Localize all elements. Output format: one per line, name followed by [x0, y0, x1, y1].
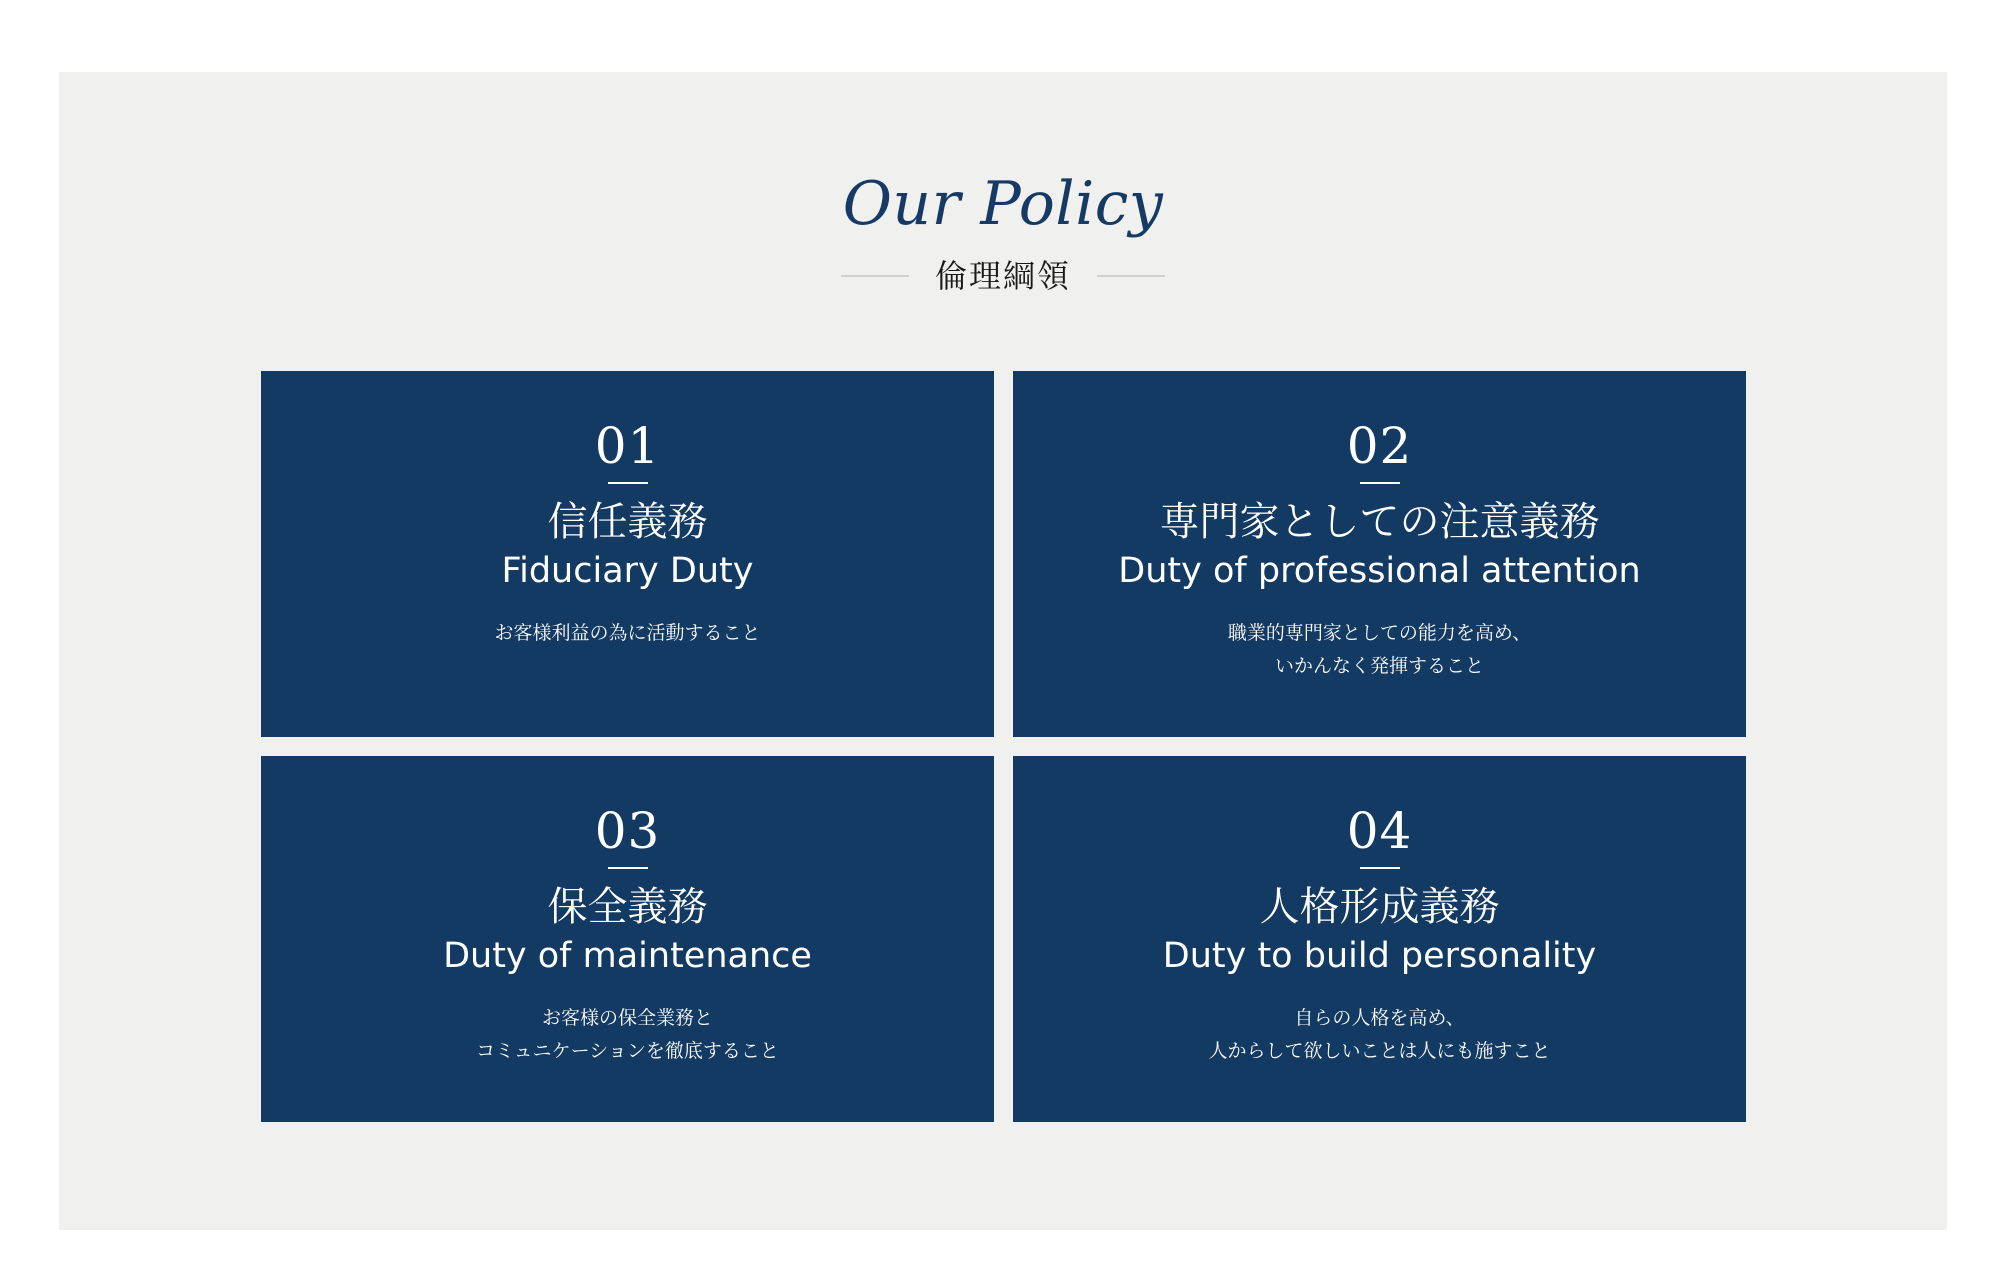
policy-number: 02	[1346, 417, 1413, 475]
policy-title-en: Duty of maintenance	[443, 936, 812, 976]
policy-description	[1013, 1002, 1746, 1068]
description-line: 人からして欲しいことは人にも施すこと	[1208, 1040, 1551, 1062]
policy-title-jp: 信任義務	[547, 499, 708, 545]
policy-card-03	[261, 756, 994, 1122]
section-title: Our Policy	[842, 169, 1164, 239]
description-line: コミュニケーションを徹底すること	[476, 1040, 779, 1062]
subtitle-left-rule	[841, 275, 909, 277]
number-underline	[1360, 482, 1400, 484]
policy-description	[261, 617, 994, 650]
policy-title-en: Duty to build personality	[1162, 936, 1597, 976]
policy-description	[261, 1002, 994, 1068]
description-line: 自らの人格を高め、	[1294, 1007, 1465, 1029]
description-line: いかんなく発揮すること	[1274, 655, 1484, 677]
number-underline	[608, 482, 648, 484]
policy-number: 03	[594, 802, 661, 860]
policy-card-01	[261, 371, 994, 737]
policy-title-jp: 専門家としての注意義務	[1159, 499, 1600, 545]
policy-number: 01	[594, 417, 661, 475]
subtitle-right-rule	[1097, 275, 1165, 277]
description-line: お客様の保全業務と	[541, 1007, 713, 1029]
number-underline	[608, 867, 648, 869]
policy-description	[1013, 617, 1746, 683]
policy-title-en: Fiduciary Duty	[501, 551, 754, 591]
policy-title-en: Duty of professional attention	[1118, 551, 1641, 591]
policy-title-jp: 人格形成義務	[1259, 884, 1500, 930]
subtitle-row	[59, 256, 1947, 296]
description-line: お客様利益の為に活動すること	[494, 622, 761, 644]
number-underline	[1360, 867, 1400, 869]
policy-card-02	[1013, 371, 1746, 737]
policy-number: 04	[1346, 802, 1413, 860]
section-heading	[59, 168, 1947, 296]
policy-card-04	[1013, 756, 1746, 1122]
policy-title-jp: 保全義務	[547, 884, 708, 930]
policy-section	[59, 72, 1947, 1230]
description-line: 職業的専門家としての能力を高め、	[1227, 622, 1532, 644]
policy-grid	[261, 371, 1746, 1122]
section-subtitle: 倫理綱領	[934, 257, 1071, 295]
